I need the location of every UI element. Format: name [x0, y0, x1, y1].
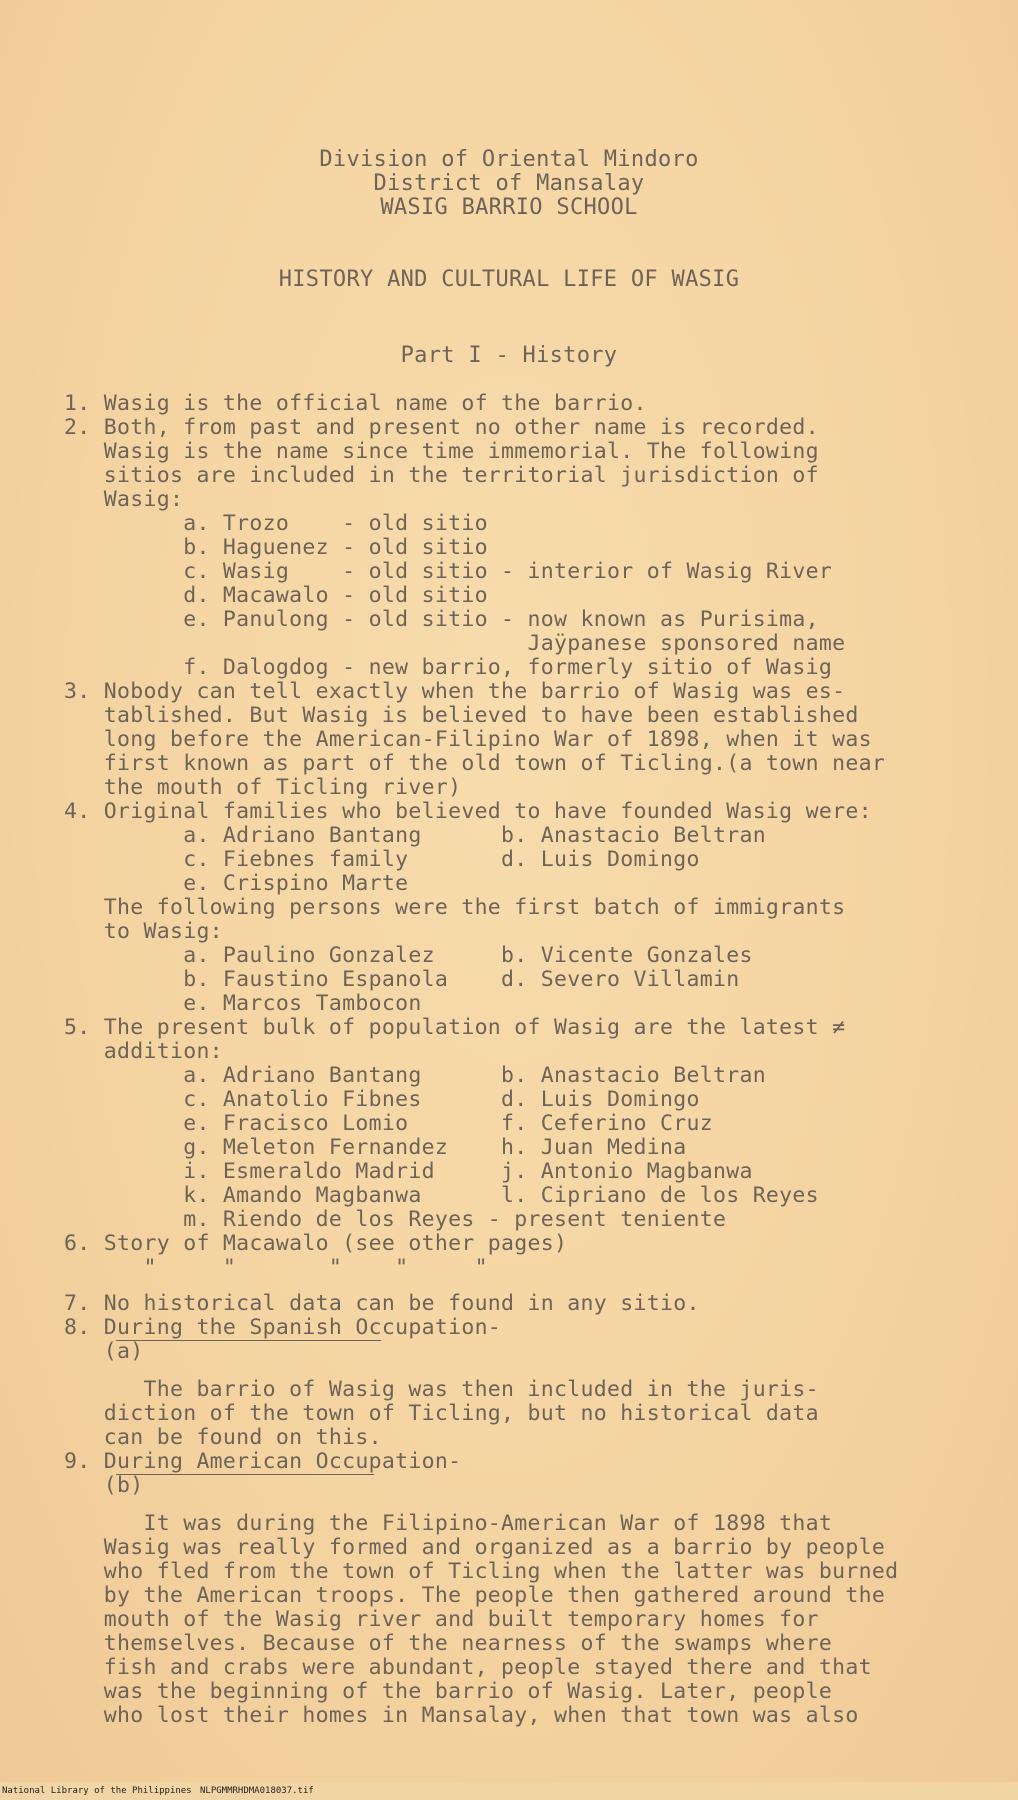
- line-12: f. Dalogdog - new barrio, formerly sitio of Wasig: [64, 655, 833, 680]
- line-46: Wasig was really formed and organized as a barrio by people: [64, 1535, 886, 1560]
- line-3: Wasig is the name since time immemorial. The following: [64, 439, 819, 464]
- school-heading: WASIG BARRIO SCHOOL: [380, 195, 638, 220]
- line-53: who lost their homes in Mansalay, when that town was also: [64, 1703, 859, 1728]
- part-heading: Part I - History: [400, 343, 618, 368]
- line-32: g. Meleton Fernandez h. Juan Medina: [64, 1135, 687, 1160]
- line-16: first known as part of the old town of Ticling.(a town near: [64, 751, 886, 776]
- line-27: 5. The present bulk of population of Wasig are the latest ≠: [64, 1015, 846, 1040]
- line-40: The barrio of Wasig was then included in the juris-: [64, 1377, 819, 1402]
- division-heading: Division of Oriental Mindoro: [319, 147, 699, 172]
- line-31: e. Fracisco Lomio f. Ceferino Cruz: [64, 1111, 713, 1136]
- line-18: 4. Original families who believed to have founded Wasig were:: [64, 799, 872, 824]
- line-24: a. Paulino Gonzalez b. Vicente Gonzales: [64, 943, 753, 968]
- line-51: fish and crabs were abundant, people stayed there and that: [64, 1655, 872, 1680]
- line-35: m. Riendo de los Reyes - present teniente: [64, 1207, 727, 1232]
- line-10: e. Panulong - old sitio - now known as Purisima,: [64, 607, 819, 632]
- line-37: 7. No historical data can be found in any sitio.: [64, 1291, 700, 1316]
- line-4: sitios are included in the territorial jurisdiction of: [64, 463, 819, 488]
- line-22: The following persons were the first batch of immigrants: [64, 895, 846, 920]
- line-44: (b): [64, 1473, 144, 1498]
- line-41: diction of the town of Ticling, but no historical data: [64, 1401, 819, 1426]
- line-13: 3. Nobody can tell exactly when the barrio of Wasig was es-: [64, 679, 846, 704]
- ditto-marks: " " " " ": [64, 1255, 488, 1280]
- line-26: e. Marcos Tambocon: [64, 991, 422, 1016]
- line-33: i. Esmeraldo Madrid j. Antonio Magbanwa: [64, 1159, 753, 1184]
- line-14: tablished. But Wasig is believed to have been established: [64, 703, 859, 728]
- american-occupation-underline: [116, 1474, 374, 1475]
- scan-footer: [0, 1782, 1018, 1800]
- line-25: b. Faustino Espanola d. Severo Villamin: [64, 967, 740, 992]
- line-30: c. Anatolio Fibnes d. Luis Domingo: [64, 1087, 700, 1112]
- file-name: NLPGMMRHDMA018037.tif: [200, 1786, 314, 1796]
- line-43: 9. During American Occupation-: [64, 1449, 462, 1474]
- line-23: to Wasig:: [64, 919, 223, 944]
- line-21: e. Crispino Marte: [64, 871, 409, 896]
- line-39: (a): [64, 1339, 144, 1364]
- spanish-occupation-underline: [116, 1340, 381, 1341]
- line-45: It was during the Filipino-American War of 1898 that: [64, 1511, 833, 1536]
- line-34: k. Amando Magbanwa l. Cipriano de los Reyes: [64, 1183, 819, 1208]
- line-38: 8. During the Spanish Occupation-: [64, 1315, 502, 1340]
- line-6: a. Trozo - old sitio: [64, 511, 488, 536]
- line-28: addition:: [64, 1039, 223, 1064]
- line-8: c. Wasig - old sitio - interior of Wasig River: [64, 559, 833, 584]
- line-2: 2. Both, from past and present no other name is recorded.: [64, 415, 819, 440]
- line-52: was the beginning of the barrio of Wasig. Later, people: [64, 1679, 833, 1704]
- line-36: 6. Story of Macawalo (see other pages): [64, 1231, 568, 1256]
- line-19: a. Adriano Bantang b. Anastacio Beltran: [64, 823, 766, 848]
- line-20: c. Fiebnes family d. Luis Domingo: [64, 847, 700, 872]
- line-50: themselves. Because of the nearness of the swamps where: [64, 1631, 833, 1656]
- line-49: mouth of the Wasig river and built temporary homes for: [64, 1607, 819, 1632]
- line-42: can be found on this.: [64, 1425, 382, 1450]
- line-29: a. Adriano Bantang b. Anastacio Beltran: [64, 1063, 766, 1088]
- line-11: Jaÿpanese sponsored name: [64, 631, 846, 656]
- document-title: HISTORY AND CULTURAL LIFE OF WASIG: [278, 267, 740, 292]
- line-15: long before the American-Filipino War of 1898, when it was: [64, 727, 872, 752]
- line-9: d. Macawalo - old sitio: [64, 583, 488, 608]
- district-heading: District of Mansalay: [373, 171, 645, 196]
- line-1: 1. Wasig is the official name of the barrio.: [64, 391, 647, 416]
- line-48: by the American troops. The people then gathered around the: [64, 1583, 886, 1608]
- line-17: the mouth of Ticling river): [64, 775, 462, 800]
- library-credit: National Library of the Philippines: [2, 1786, 192, 1796]
- line-7: b. Haguenez - old sitio: [64, 535, 488, 560]
- line-5: Wasig:: [64, 487, 184, 512]
- line-47: who fled from the town of Ticling when the latter was burned: [64, 1559, 899, 1584]
